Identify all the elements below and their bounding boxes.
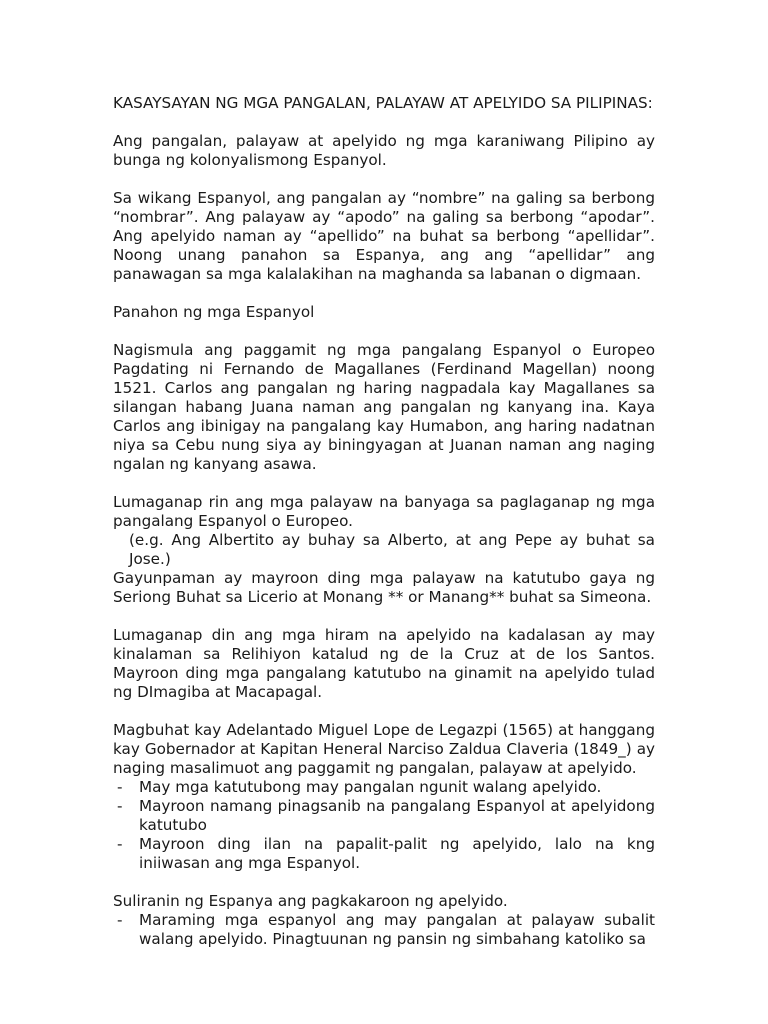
- list-item-text: Mayroon ding ilan na papalit-palit ng apelyido, lalo na kng iniiwasan ang mga Espanyol.: [139, 835, 655, 872]
- list-item-text: Mayroon namang pinagsanib na pangalang Espanyol at apelyidong katutubo: [139, 797, 655, 834]
- surnames-paragraph: Lumaganap din ang mga hiram na apelyido na kadalasan ay may kinalaman sa Relihiyon katalud ng de la Cruz at de los Santos. Mayroon ding mga pangalang katutubo na ginamit na apelyido tulad ng DImagiba at Macapagal.: [113, 626, 655, 701]
- dash-bullet: -: [117, 911, 123, 929]
- document-body: [113, 94, 655, 949]
- legazpi-paragraph: Magbuhat kay Adelantado Miguel Lope de Legazpi (1565) at hanggang kay Gobernador at Kapitan Heneral Narciso Zaldua Claveria (1849_) ay naging masalimuot ang paggamit ng pangalan, palayaw at apelyido.: [113, 721, 655, 777]
- nicknames-example: (e.g. Ang Albertito ay buhay sa Alberto, at ang Pepe ay buhat sa Jose.): [129, 531, 655, 568]
- legazpi-list: [113, 778, 655, 873]
- spanish-terms-paragraph: Sa wikang Espanyol, ang pangalan ay “nombre” na galing sa berbong “nombrar”. Ang palayaw ay “apodo” na galing sa berbong “apodar”. Ang apelyido naman ay “apellido” na buhat sa berbong “apellidar”. Noong unang panahon sa Espanya, ang ang “apellidar” ang panawagan sa mga kalalakihan na maghanda sa labanan o digmaan.: [113, 189, 655, 283]
- dash-bullet: -: [117, 797, 123, 815]
- list-item: [113, 778, 655, 797]
- list-item: [113, 797, 655, 835]
- document-title: KASAYSAYAN NG MGA PANGALAN, PALAYAW AT APELYIDO SA PILIPINAS:: [113, 94, 653, 112]
- list-item: [113, 911, 655, 949]
- dash-bullet: -: [117, 835, 123, 853]
- section-heading: Panahon ng mga Espanyol: [113, 303, 315, 321]
- native-nicknames-paragraph: Gayunpaman ay mayroon ding mga palayaw na katutubo gaya ng Seriong Buhat sa Licerio at Monang ** or Manang** buhat sa Simeona.: [113, 569, 655, 606]
- intro-paragraph: Ang pangalan, palayaw at apelyido ng mga karaniwang Pilipino ay bunga ng kolonyalismong Espanyol.: [113, 132, 655, 169]
- list-item-text: Maraming mga espanyol ang may pangalan at palayaw subalit walang apelyido. Pinagtuunan ng pansin ng simbahang katoliko sa: [139, 911, 655, 948]
- problem-paragraph: Suliranin ng Espanya ang pagkakaroon ng apelyido.: [113, 892, 508, 910]
- nicknames-paragraph: Lumaganap rin ang mga palayaw na banyaga sa paglaganap ng mga pangalang Espanyol o Europeo.: [113, 493, 655, 530]
- problem-list: [113, 911, 655, 949]
- magellan-paragraph: Nagismula ang paggamit ng mga pangalang Espanyol o Europeo Pagdating ni Fernando de Magallanes (Ferdinand Magellan) noong 1521. Carlos ang pangalan ng haring nagpadala kay Magallanes sa silangan habang Juana naman ang pangalan ng kanyang ina. Kaya Carlos ang ibinigay na pangalang kay Humabon, ang haring nadatnan niya sa Cebu nung siya ay biningyagan at Juanan naman ang naging ngalan ng kanyang asawa.: [113, 341, 655, 473]
- list-item-text: May mga katutubong may pangalan ngunit walang apelyido.: [139, 778, 602, 796]
- dash-bullet: -: [117, 778, 123, 796]
- list-item: [113, 835, 655, 873]
